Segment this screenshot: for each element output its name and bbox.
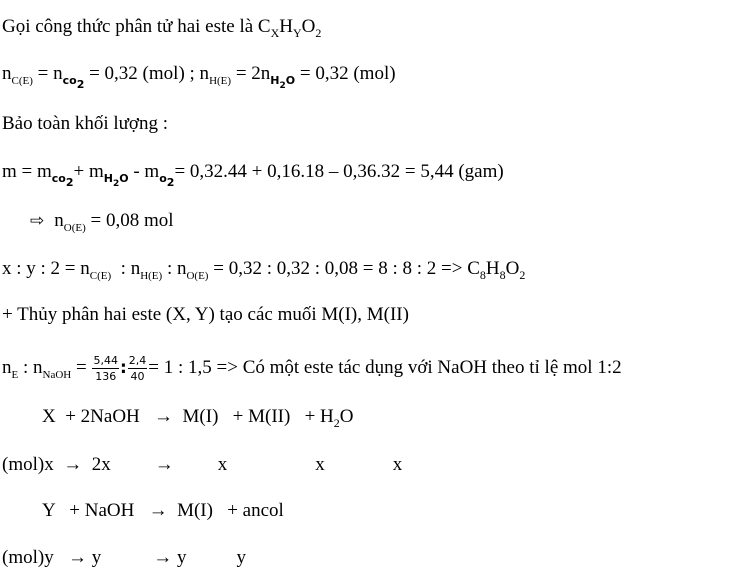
subscript: X <box>270 26 280 40</box>
text: : n <box>18 356 43 378</box>
subscript: o <box>159 172 167 185</box>
text: H <box>485 258 500 279</box>
text: X + 2NaOH → M(I) + M(II) + H <box>42 406 334 427</box>
text: m = m <box>2 161 52 182</box>
text: O <box>339 406 354 427</box>
line-mol-carbon-hydrogen <box>2 63 396 91</box>
text: x <box>315 454 325 475</box>
fraction-denominator: 40 <box>130 370 145 383</box>
fraction-denominator: 136 <box>95 370 117 383</box>
line-ratio-formula <box>2 258 525 280</box>
subscript: co <box>51 172 66 185</box>
subscript: 2 <box>333 416 340 430</box>
subscript: 2 <box>65 176 74 189</box>
text: : n <box>111 258 141 279</box>
text: x <box>217 454 228 475</box>
subscript: 2 <box>76 78 85 91</box>
text: = 1 : 1,5 => Có một este tác dụng với NaOH theo tỉ lệ mol 1:2 <box>148 356 622 378</box>
line-reaction-y <box>42 500 284 522</box>
subscript: 2 <box>315 26 322 40</box>
text: Bảo toàn khối lượng : <box>2 113 168 134</box>
text: x : y : 2 = n <box>2 258 90 279</box>
fraction-numerator: 5,44 <box>93 354 118 367</box>
subscript: O(E) <box>186 270 209 282</box>
subscript: C(E) <box>11 75 33 87</box>
text: y <box>236 547 246 568</box>
text: (mol)y → y <box>2 547 102 568</box>
subscript: H <box>103 172 113 185</box>
text: = 2n <box>231 63 271 84</box>
text: : n <box>162 258 187 279</box>
text: = <box>71 356 92 378</box>
subscript: O <box>119 172 129 185</box>
text: - m <box>128 161 160 182</box>
fraction <box>128 354 148 383</box>
line-reaction-x <box>42 406 354 428</box>
text: → <box>154 454 174 475</box>
subscript: 2 <box>279 81 286 91</box>
line-mass-conservation <box>2 113 168 135</box>
text: (mol)x → 2x <box>2 454 111 475</box>
subscript: H(E) <box>209 75 232 87</box>
subscript: NaOH <box>42 368 72 381</box>
line-ratio-naoh <box>2 354 622 383</box>
subscript: 2 <box>166 176 175 189</box>
text: H <box>279 16 293 37</box>
colon: : <box>119 357 127 378</box>
fraction-numerator: 2,4 <box>128 354 147 367</box>
subscript: co <box>62 74 77 87</box>
line-formula-intro <box>2 16 321 38</box>
text: = 0,32 (mol) <box>295 63 396 84</box>
subscript: E <box>11 368 19 381</box>
subscript: C(E) <box>89 270 112 282</box>
text: O <box>505 258 520 279</box>
subscript: 8 <box>499 268 506 282</box>
implies-arrow-icon: ⇨ <box>30 211 45 231</box>
text: = 0,32 (mol) ; n <box>84 63 210 84</box>
fraction <box>92 354 119 383</box>
subscript: H(E) <box>140 270 163 282</box>
text: = 0,08 mol <box>85 210 174 231</box>
text: Y + NaOH → M(I) + ancol <box>42 500 284 521</box>
text: n <box>2 63 12 84</box>
subscript: 2 <box>112 179 120 189</box>
text: = n <box>32 63 63 84</box>
line-mass-calculation <box>2 161 504 189</box>
subscript: H <box>270 74 280 87</box>
text: x <box>392 454 403 475</box>
subscript: 2 <box>519 268 526 282</box>
text: = 0,32 : 0,32 : 0,08 = 8 : 8 : 2 => C <box>208 258 480 279</box>
text: Gọi công thức phân tử hai este là C <box>2 16 271 37</box>
line-mol-y <box>2 547 246 569</box>
text: n <box>54 210 64 231</box>
text: = 0,32.44 + 0,16.18 – 0,36.32 = 5,44 (gam) <box>174 161 504 182</box>
subscript: O <box>285 74 296 87</box>
text: + m <box>73 161 104 182</box>
line-mol-x <box>2 454 402 476</box>
subscript: Y <box>293 26 302 40</box>
text: n <box>2 356 12 378</box>
text: + Thủy phân hai este (X, Y) tạo các muối M(I), M(II) <box>2 304 409 325</box>
text: O <box>301 16 316 37</box>
subscript: O(E) <box>63 222 86 234</box>
subscript: 8 <box>479 268 486 282</box>
text: → y <box>153 547 187 568</box>
line-hydrolysis <box>2 304 409 326</box>
line-oxygen-moles <box>30 210 174 232</box>
